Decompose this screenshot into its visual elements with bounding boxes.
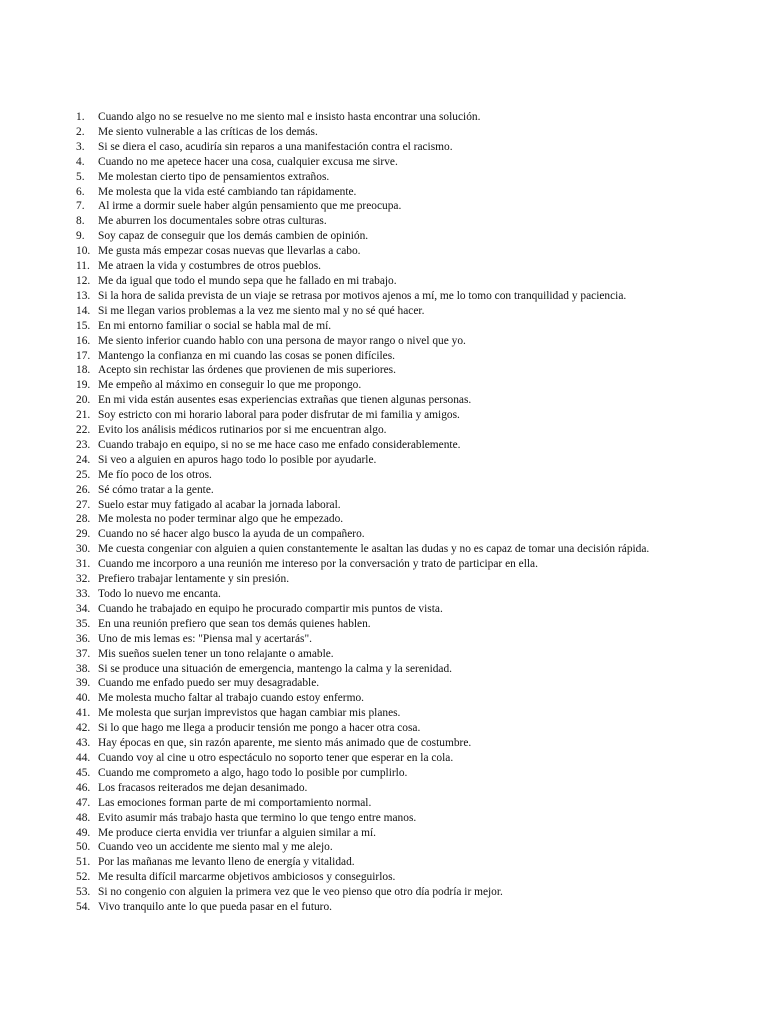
- item-text: En una reunión prefiero que sean tos demás quienes hablen.: [98, 617, 371, 630]
- item-number: 1.: [76, 111, 85, 123]
- item-text: Cuando algo no se resuelve no me siento mal e insisto hasta encontrar una solución.: [98, 111, 481, 123]
- item-number: 53.: [76, 886, 91, 899]
- list-item: [76, 214, 686, 229]
- item-text: En mi entorno familiar o social se habla mal de mí.: [98, 319, 332, 332]
- item-text: Evito asumir más trabajo hasta que termino lo que tengo entre manos.: [98, 811, 417, 824]
- item-number: 10.: [76, 245, 91, 258]
- item-text: Vivo tranquilo ante lo que pueda pasar en el futuro.: [98, 901, 333, 914]
- list-item: [76, 885, 686, 900]
- item-text: Soy estricto con mi horario laboral para poder disfrutar de mi familia y amigos.: [98, 409, 460, 422]
- item-number: 18.: [76, 364, 91, 377]
- item-number: 4.: [76, 155, 85, 168]
- item-text: Prefiero trabajar lentamente y sin presión.: [98, 573, 290, 586]
- item-text: Me produce cierta envidia ver triunfar a alguien similar a mí.: [98, 826, 377, 839]
- list-item: [76, 706, 686, 721]
- item-number: 37.: [76, 647, 91, 660]
- list-item: [76, 736, 686, 751]
- item-number: 29.: [76, 528, 91, 541]
- list-item: [76, 378, 686, 393]
- item-number: 17.: [76, 349, 91, 362]
- list-item: [76, 498, 686, 513]
- item-number: 22.: [76, 424, 91, 437]
- item-text: Me fío poco de los otros.: [98, 468, 212, 481]
- list-item: [76, 512, 686, 527]
- item-text: Todo lo nuevo me encanta.: [98, 588, 221, 600]
- item-text: Cuando me enfado puedo ser muy desagradable.: [98, 677, 320, 690]
- list-item: [76, 393, 686, 408]
- item-number: 51.: [76, 856, 91, 869]
- item-number: 31.: [76, 558, 91, 571]
- list-item: [76, 423, 686, 438]
- item-number: 3.: [76, 140, 85, 153]
- item-text: Si se produce una situación de emergencia, mantengo la calma y la serenidad.: [98, 662, 453, 675]
- item-number: 21.: [76, 409, 91, 422]
- item-text: Evito los análisis médicos rutinarios por si me encuentran algo.: [98, 424, 387, 437]
- item-text: Mis sueños suelen tener un tono relajante o amable.: [98, 647, 334, 660]
- item-text: Me atraen la vida y costumbres de otros pueblos.: [98, 260, 322, 273]
- list-item: [76, 140, 686, 155]
- list-item: [76, 483, 686, 498]
- list-item: [76, 721, 686, 736]
- item-text: Uno de mis lemas es: "Piensa mal y acertarás".: [98, 632, 312, 645]
- list-item: [76, 363, 686, 378]
- item-number: 7.: [76, 200, 85, 213]
- item-number: 19.: [76, 379, 91, 392]
- list-item: [76, 542, 686, 557]
- list-item: [76, 617, 686, 632]
- item-number: 5.: [76, 170, 85, 183]
- item-text: Las emociones forman parte de mi comportamiento normal.: [98, 796, 372, 809]
- list-item: [76, 199, 686, 214]
- item-text: Suelo estar muy fatigado al acabar la jornada laboral.: [98, 498, 341, 511]
- item-text: Si lo que hago me llega a producir tensión me pongo a hacer otra cosa.: [98, 722, 421, 735]
- list-item: [76, 602, 686, 617]
- item-text: Me gusta más empezar cosas nuevas que llevarlas a cabo.: [98, 245, 361, 258]
- item-number: 46.: [76, 781, 91, 794]
- item-text: Me empeño al máximo en conseguir lo que me propongo.: [98, 379, 362, 392]
- list-item: [76, 527, 686, 542]
- list-item: [76, 587, 686, 602]
- item-number: 26.: [76, 483, 91, 496]
- item-text: Me molesta no poder terminar algo que he empezado.: [98, 513, 344, 526]
- item-text: Si me llegan varios problemas a la vez me siento mal y no sé qué hacer.: [98, 304, 425, 317]
- item-text: En mi vida están ausentes esas experiencias extrañas que tienen algunas personas.: [98, 394, 472, 407]
- item-number: 30.: [76, 543, 91, 556]
- list-item: [76, 855, 686, 870]
- item-number: 9.: [76, 230, 85, 243]
- item-number: 32.: [76, 573, 91, 586]
- item-number: 28.: [76, 513, 91, 526]
- item-number: 11.: [76, 260, 90, 273]
- item-number: 20.: [76, 394, 91, 407]
- list-item: [76, 826, 686, 841]
- item-text: Cuando veo un accidente me siento mal y me alejo.: [98, 841, 333, 854]
- list-item: [76, 170, 686, 185]
- list-item: [76, 274, 686, 289]
- item-number: 35.: [76, 617, 91, 630]
- item-number: 2.: [76, 125, 85, 138]
- question-list: [76, 110, 686, 915]
- list-item: [76, 691, 686, 706]
- item-text: Si se diera el caso, acudiría sin reparos a una manifestación contra el racismo.: [98, 140, 453, 153]
- list-item: [76, 408, 686, 423]
- item-number: 33.: [76, 588, 91, 600]
- item-text: Me molestan cierto tipo de pensamientos extraños.: [98, 170, 330, 183]
- item-text: Acepto sin rechistar las órdenes que provienen de mis superiores.: [98, 364, 396, 377]
- list-item: [76, 438, 686, 453]
- list-item: [76, 840, 686, 855]
- item-number: 50.: [76, 841, 91, 854]
- item-number: 15.: [76, 319, 91, 332]
- list-item: [76, 110, 686, 125]
- list-item: [76, 304, 686, 319]
- list-item: [76, 557, 686, 572]
- item-number: 14.: [76, 304, 91, 317]
- item-text: Me molesta mucho faltar al trabajo cuando estoy enfermo.: [98, 692, 365, 705]
- item-text: Cuando no sé hacer algo busco la ayuda de un compañero.: [98, 528, 365, 541]
- list-item: [76, 185, 686, 200]
- list-item: [76, 632, 686, 647]
- item-number: 49.: [76, 826, 91, 839]
- item-number: 34.: [76, 602, 91, 615]
- item-text: Me molesta que la vida esté cambiando tan rápidamente.: [98, 185, 357, 198]
- item-text: Si la hora de salida prevista de un viaje se retrasa por motivos ajenos a mí, me lo tomo con tranquilidad y paciencia.: [98, 289, 627, 302]
- list-item: [76, 900, 686, 915]
- item-number: 36.: [76, 632, 91, 645]
- item-number: 39.: [76, 677, 91, 690]
- list-item: [76, 289, 686, 304]
- list-item: [76, 319, 686, 334]
- item-number: 8.: [76, 215, 85, 228]
- item-number: 41.: [76, 707, 91, 720]
- item-text: Me resulta difícil marcarme objetivos ambiciosos y conseguirlos.: [98, 871, 396, 884]
- item-text: Me aburren los documentales sobre otras culturas.: [98, 215, 327, 228]
- list-item: [76, 349, 686, 364]
- list-item: [76, 334, 686, 349]
- item-number: 54.: [76, 901, 91, 914]
- item-number: 45.: [76, 766, 91, 779]
- list-item: [76, 259, 686, 274]
- list-item: [76, 781, 686, 796]
- item-number: 12.: [76, 274, 91, 287]
- item-number: 52.: [76, 871, 91, 884]
- item-text: Los fracasos reiterados me dejan desanimado.: [98, 781, 308, 794]
- item-number: 25.: [76, 468, 91, 481]
- item-number: 27.: [76, 498, 91, 511]
- item-number: 40.: [76, 692, 91, 705]
- list-item: [76, 796, 686, 811]
- item-number: 13.: [76, 289, 91, 302]
- item-text: Por las mañanas me levanto lleno de energía y vitalidad.: [98, 856, 355, 869]
- item-number: 23.: [76, 438, 91, 451]
- item-number: 6.: [76, 185, 85, 198]
- item-text: Mantengo la confianza en mi cuando las cosas se ponen difíciles.: [98, 349, 396, 362]
- list-item: [76, 572, 686, 587]
- item-number: 16.: [76, 334, 91, 347]
- list-item: [76, 125, 686, 140]
- list-item: [76, 647, 686, 662]
- item-text: Al irme a dormir suele haber algún pensamiento que me preocupa.: [98, 200, 402, 213]
- list-item: [76, 766, 686, 781]
- list-item: [76, 155, 686, 170]
- list-item: [76, 870, 686, 885]
- item-text: Cuando voy al cine u otro espectáculo no soporto tener que esperar en la cola.: [98, 751, 454, 764]
- list-item: [76, 229, 686, 244]
- list-item: [76, 662, 686, 677]
- item-number: 38.: [76, 662, 91, 675]
- item-number: 42.: [76, 722, 91, 735]
- item-text: Si no congenio con alguien la primera vez que le veo pienso que otro día podría ir mejor.: [98, 886, 503, 899]
- item-text: Cuando no me apetece hacer una cosa, cualquier excusa me sirve.: [98, 155, 398, 168]
- list-item: [76, 468, 686, 483]
- item-text: Cuando me comprometo a algo, hago todo lo posible por cumplirlo.: [98, 766, 408, 779]
- list-item: [76, 751, 686, 766]
- item-number: 24.: [76, 453, 91, 466]
- list-item: [76, 244, 686, 259]
- item-text: Sé cómo tratar a la gente.: [98, 483, 214, 496]
- item-text: Me siento vulnerable a las críticas de los demás.: [98, 125, 318, 138]
- item-text: Cuando trabajo en equipo, si no se me hace caso me enfado considerablemente.: [98, 438, 461, 451]
- item-text: Me siento inferior cuando hablo con una persona de mayor rango o nivel que yo.: [98, 334, 466, 347]
- list-item: [76, 453, 686, 468]
- item-number: 44.: [76, 751, 91, 764]
- item-number: 47.: [76, 796, 91, 809]
- item-text: Hay épocas en que, sin razón aparente, me siento más animado que de costumbre.: [98, 737, 472, 750]
- list-item: [76, 811, 686, 826]
- item-text: Me molesta que surjan imprevistos que hagan cambiar mis planes.: [98, 707, 401, 720]
- item-number: 43.: [76, 737, 91, 750]
- item-text: Si veo a alguien en apuros hago todo lo posible por ayudarle.: [98, 453, 377, 466]
- item-text: Me da igual que todo el mundo sepa que he fallado en mi trabajo.: [98, 274, 397, 287]
- item-number: 48.: [76, 811, 91, 824]
- item-text: Cuando he trabajado en equipo he procurado compartir mis puntos de vista.: [98, 602, 443, 615]
- item-text: Me cuesta congeniar con alguien a quien constantemente le asaltan las dudas y no es capaz de tomar una decisión rápida.: [98, 543, 650, 556]
- item-text: Soy capaz de conseguir que los demás cambien de opinión.: [98, 230, 369, 243]
- item-text: Cuando me incorporo a una reunión me intereso por la conversación y trato de participar en ella.: [98, 558, 538, 571]
- list-item: [76, 676, 686, 691]
